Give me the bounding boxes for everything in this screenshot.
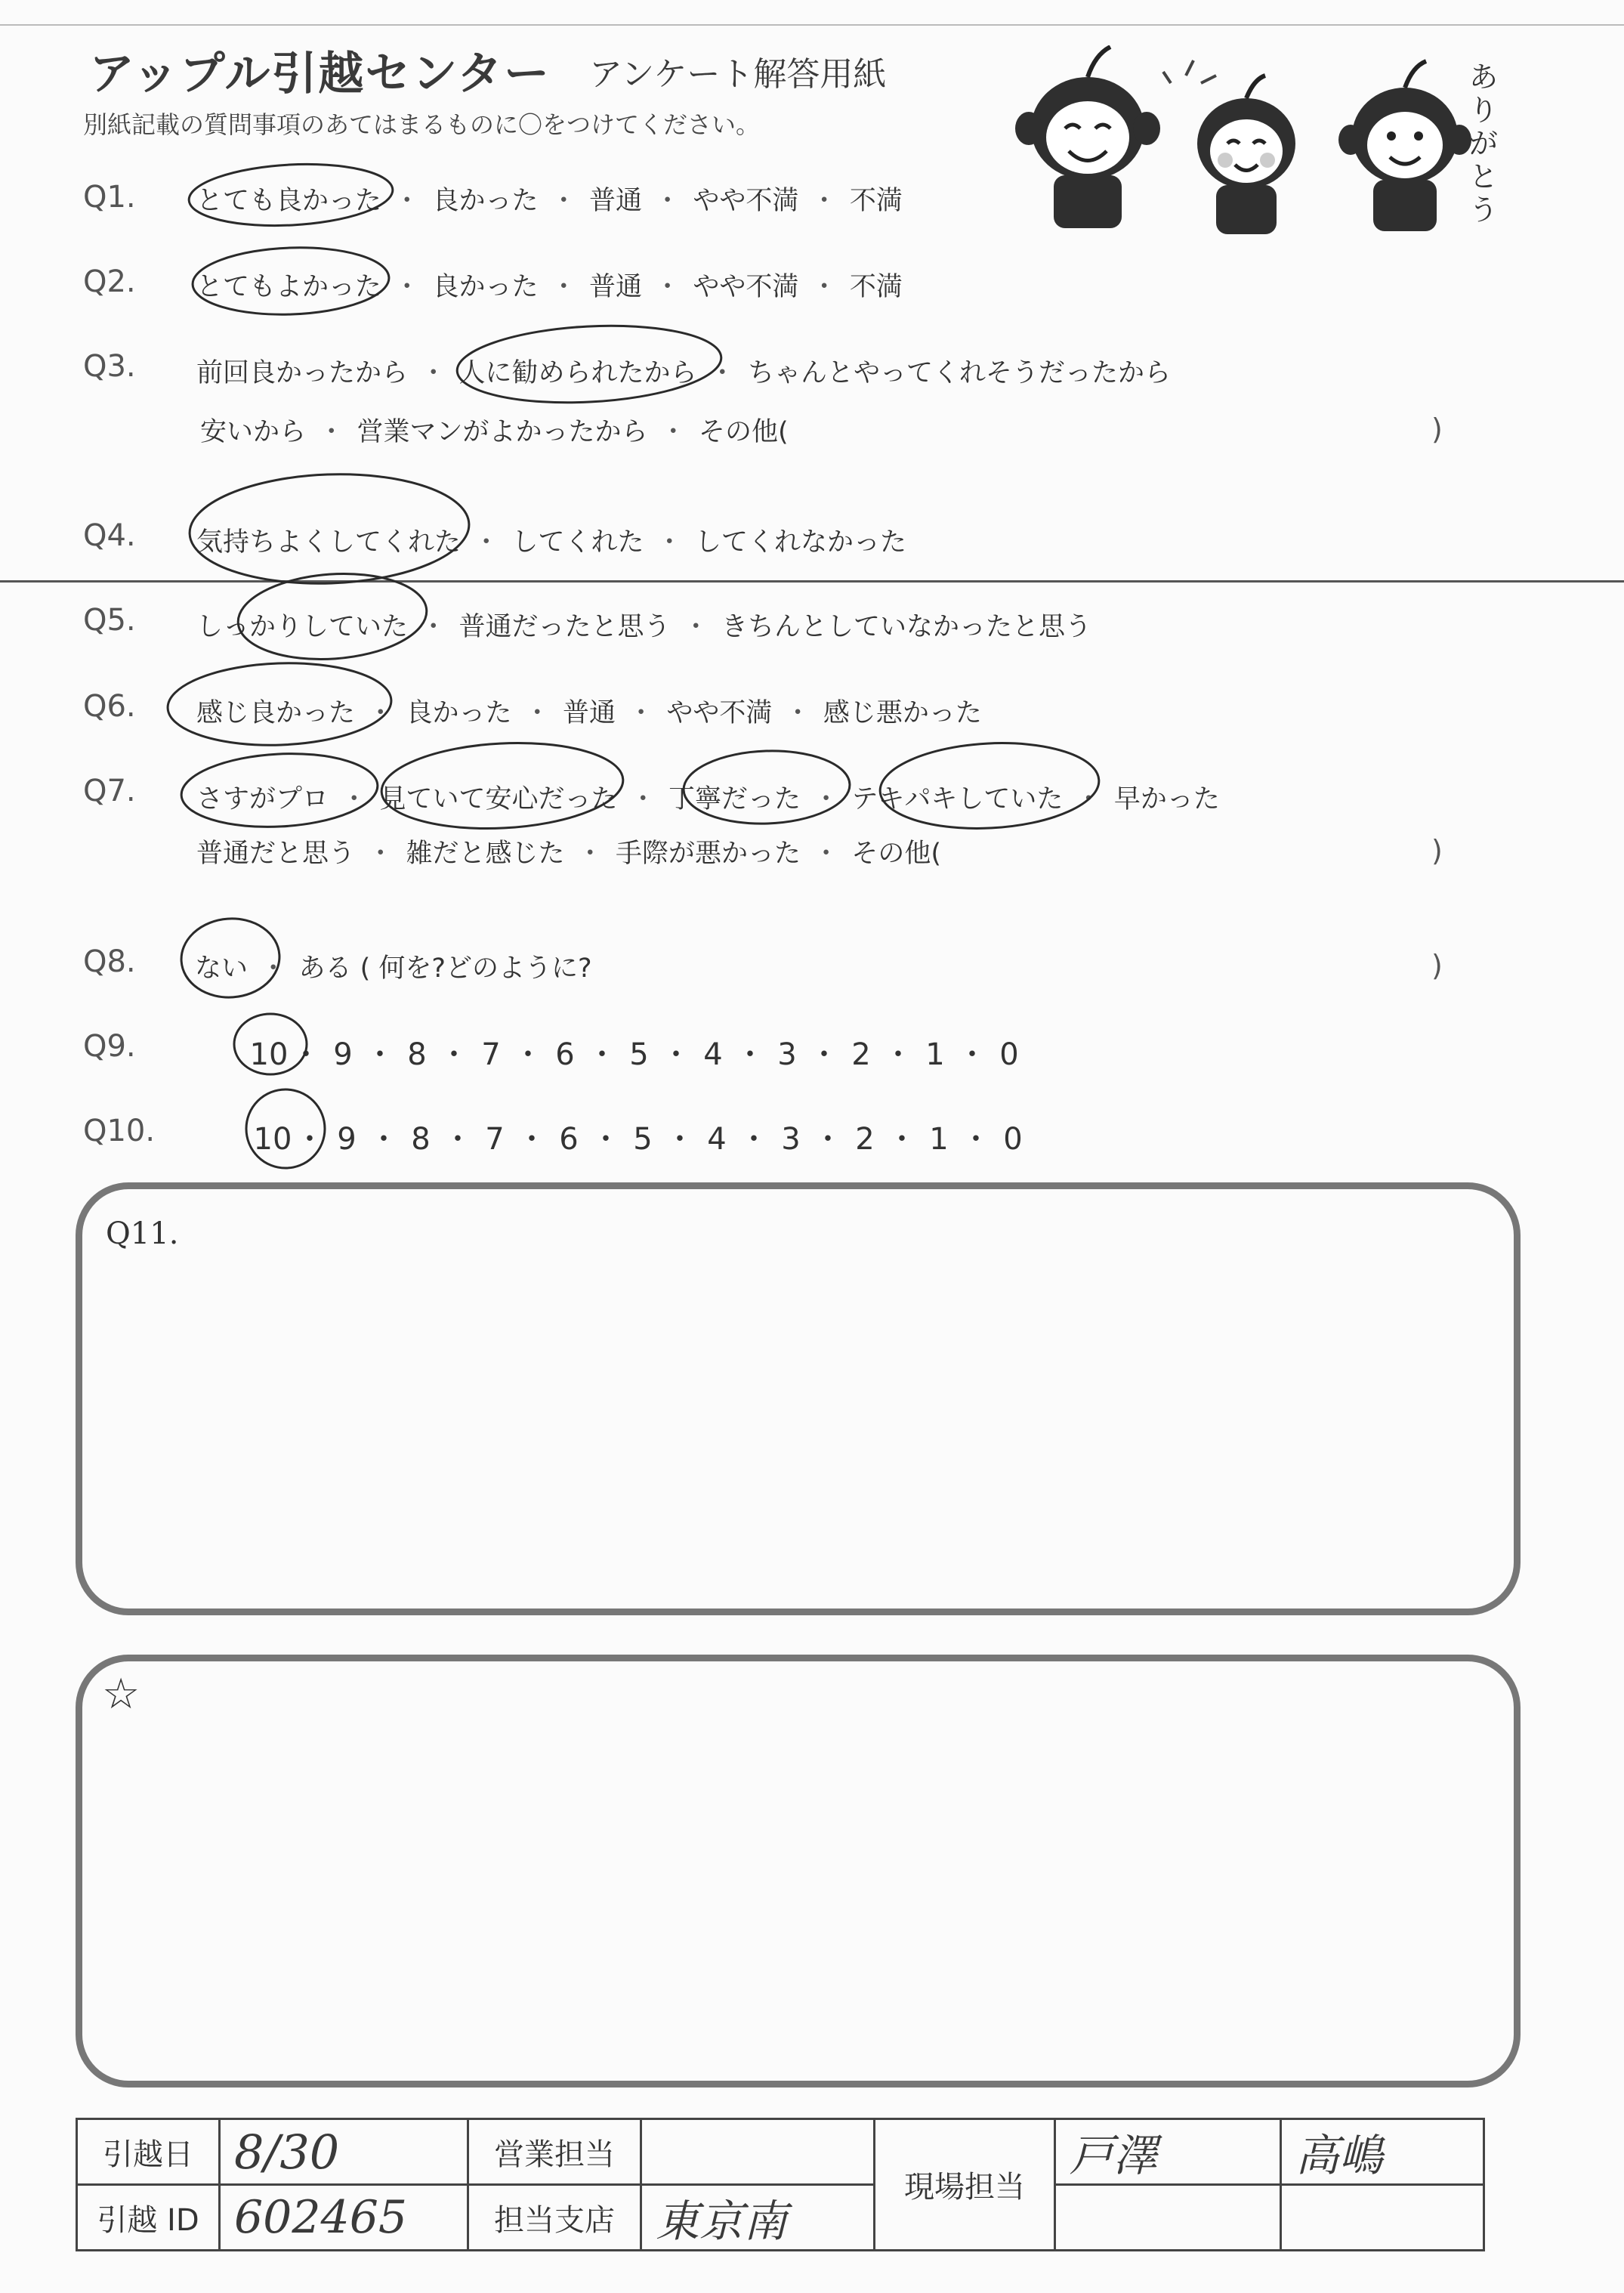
separator: ・	[369, 1122, 399, 1157]
separator: ・	[809, 1037, 839, 1072]
q1-selection-circle	[187, 159, 394, 230]
q10-score-7[interactable]: 7	[485, 1122, 505, 1157]
separator: ・	[674, 612, 718, 642]
q8-close-paren: )	[1431, 949, 1443, 982]
separator: ・	[443, 1122, 473, 1157]
site-staff-label: 現場担当	[875, 2119, 1055, 2251]
q9-selection-circle	[234, 1014, 307, 1074]
q7-label: Q7.	[83, 774, 136, 808]
q4-option-2[interactable]: してくれた	[511, 527, 644, 558]
separator: ・	[665, 1122, 695, 1157]
q7-option-1[interactable]: さすがプロ	[196, 784, 329, 814]
q7-option-3[interactable]: 丁寧だった	[668, 784, 801, 814]
q1-option-5[interactable]: 不満	[849, 186, 903, 216]
separator: ・	[804, 839, 848, 869]
separator: ・	[646, 272, 690, 302]
instruction-text: 別紙記載の質問事項のあてはまるものに〇をつけてください。	[83, 110, 761, 139]
separator: ・	[359, 698, 403, 728]
arigatou-text: ありがとう	[1469, 60, 1499, 227]
q2-option-4[interactable]: やや不満	[693, 272, 799, 302]
q7-selection-circle-3	[682, 748, 851, 827]
q1-option-3[interactable]: 普通	[588, 186, 642, 216]
q10-score-6[interactable]: 6	[559, 1122, 579, 1157]
separator: ・	[804, 784, 848, 814]
q7-selection-circle-2	[379, 737, 625, 835]
separator: ・	[513, 1037, 543, 1072]
separator: ・	[957, 1037, 987, 1072]
separator: ・	[739, 1122, 769, 1157]
q1-option-4[interactable]: やや不満	[693, 186, 799, 216]
q8-label: Q8.	[83, 944, 136, 979]
q9-label: Q9.	[83, 1029, 136, 1064]
separator: ・	[651, 417, 695, 447]
q9-score-5[interactable]: 5	[629, 1037, 649, 1072]
q5-label: Q5.	[83, 603, 136, 638]
q2-option-2[interactable]: 良かった	[432, 272, 539, 302]
separator: ・	[961, 1122, 991, 1157]
q3-option-other[interactable]: その他(	[698, 417, 789, 447]
star-icon: ☆	[102, 1670, 140, 1719]
separator: ・	[621, 784, 665, 814]
q10-selection-circle	[246, 1089, 325, 1168]
separator: ・	[439, 1037, 469, 1072]
separator: ・	[252, 953, 295, 984]
q8-option-yes[interactable]: ある ( 何を?どのように?	[298, 953, 592, 984]
q3-option-3[interactable]: ちゃんとやってくれそうだったから	[747, 358, 1171, 388]
move-date-label: 引越日	[77, 2119, 220, 2185]
q5-option-2[interactable]: 普通だったと思う	[458, 612, 671, 642]
separator: ・	[412, 612, 455, 642]
q8-selection-circle	[179, 916, 283, 1001]
separator: ・	[735, 1037, 765, 1072]
q10-score-9[interactable]: 9	[337, 1122, 357, 1157]
separator: ・	[776, 698, 820, 728]
separator: ・	[385, 186, 429, 216]
q3-option-5[interactable]: 営業マンがよかったから	[357, 417, 648, 447]
q10-score-0[interactable]: 0	[1003, 1122, 1023, 1157]
separator: ・	[517, 1122, 547, 1157]
q7-option-5[interactable]: 早かった	[1113, 784, 1220, 814]
q7-selection-circle-1	[180, 749, 380, 831]
q2-selection-circle	[192, 244, 391, 317]
q4-label: Q4.	[83, 518, 136, 553]
q7-selection-circle-4	[878, 737, 1101, 833]
separator: ・	[291, 1037, 321, 1072]
separator: ・	[587, 1037, 617, 1072]
q7-option-6[interactable]: 普通だと思う	[196, 839, 356, 869]
separator: ・	[310, 417, 354, 447]
separator: ・	[365, 1037, 395, 1072]
separator: ・	[465, 527, 508, 558]
branch-value[interactable]: 東京南	[641, 2185, 875, 2251]
q3-selection-circle	[455, 320, 724, 409]
q9-score-9[interactable]: 9	[333, 1037, 353, 1072]
separator: ・	[887, 1122, 917, 1157]
q3-close-paren: )	[1431, 413, 1443, 446]
separator: ・	[802, 272, 846, 302]
move-id-label: 引越 ID	[77, 2185, 220, 2251]
q10-score-8[interactable]: 8	[411, 1122, 431, 1157]
q10-score-5[interactable]: 5	[633, 1122, 653, 1157]
q10-label: Q10.	[83, 1114, 156, 1148]
move-id-value[interactable]: 602465	[220, 2185, 468, 2251]
separator: ・	[568, 839, 612, 869]
separator: ・	[647, 527, 691, 558]
q4-option-1[interactable]: 気持ちよくしてくれた	[196, 527, 462, 558]
separator: ・	[542, 272, 585, 302]
separator: ・	[1067, 784, 1110, 814]
q11-label: Q11.	[106, 1216, 179, 1251]
q10-score-2[interactable]: 2	[855, 1122, 875, 1157]
q5-option-3[interactable]: きちんとしていなかったと思う	[721, 612, 1091, 642]
q2-label: Q2.	[83, 264, 136, 299]
q7-close-paren: )	[1431, 834, 1443, 867]
separator: ・	[883, 1037, 913, 1072]
q10-score-3[interactable]: 3	[781, 1122, 801, 1157]
q9-score-1[interactable]: 1	[925, 1037, 945, 1072]
q2-option-3[interactable]: 普通	[588, 272, 642, 302]
q6-option-5[interactable]: 感じ悪かった	[823, 698, 982, 728]
q10-score-1[interactable]: 1	[929, 1122, 949, 1157]
q3-option-4[interactable]: 安いから	[200, 417, 307, 447]
q6-option-3[interactable]: 普通	[562, 698, 616, 728]
separator: ・	[515, 698, 559, 728]
q6-label: Q6.	[83, 689, 136, 724]
q9-score-7[interactable]: 7	[481, 1037, 501, 1072]
q4-option-3[interactable]: してくれなかった	[694, 527, 906, 558]
site-staff-2-value[interactable]: 高嶋	[1281, 2119, 1484, 2185]
q1-option-2[interactable]: 良かった	[432, 186, 539, 216]
q6-option-1[interactable]: 感じ良かった	[196, 698, 356, 728]
q1-label: Q1.	[83, 180, 136, 215]
q2-option-1[interactable]: とてもよかった	[196, 272, 382, 302]
q9-score-2[interactable]: 2	[851, 1037, 871, 1072]
q7-option-other[interactable]: その他(	[851, 839, 942, 869]
separator: ・	[661, 1037, 691, 1072]
q6-option-4[interactable]: やや不満	[666, 698, 773, 728]
separator: ・	[359, 839, 403, 869]
separator: ・	[813, 1122, 843, 1157]
q8-option-no[interactable]: ない	[195, 953, 249, 984]
separator: ・	[412, 358, 455, 388]
q3-option-1[interactable]: 前回良かったから	[196, 358, 409, 388]
q2-option-5[interactable]: 不満	[849, 272, 903, 302]
separator: ・	[295, 1122, 325, 1157]
move-date-value[interactable]: 8/30	[220, 2119, 468, 2185]
q7-option-2[interactable]: 見ていて安心だった	[379, 784, 618, 814]
q3-option-2[interactable]: 人に勧められたから	[458, 358, 697, 388]
q9-score-0[interactable]: 0	[999, 1037, 1019, 1072]
q9-score-10[interactable]: 10	[249, 1037, 289, 1072]
separator: ・	[646, 186, 690, 216]
separator: ・	[619, 698, 663, 728]
q6-selection-circle	[166, 660, 393, 749]
q9-score-6[interactable]: 6	[555, 1037, 575, 1072]
sales-staff-label: 営業担当	[468, 2119, 641, 2185]
q4-selection-circle	[188, 470, 471, 589]
q6-option-2[interactable]: 良かった	[406, 698, 512, 728]
q5-option-1[interactable]: しっかりしていた	[196, 612, 409, 642]
q7-option-7[interactable]: 雑だと感じた	[406, 839, 565, 869]
separator: ・	[802, 186, 846, 216]
separator: ・	[591, 1122, 621, 1157]
company-title: アップル引越センター	[89, 48, 551, 100]
q9-score-3[interactable]: 3	[777, 1037, 797, 1072]
q10-score-4[interactable]: 4	[707, 1122, 727, 1157]
separator: ・	[385, 272, 429, 302]
q3-label: Q3.	[83, 349, 136, 384]
branch-label: 担当支店	[468, 2185, 641, 2251]
form-subtitle: アンケート解答用紙	[589, 55, 887, 94]
q7-option-4[interactable]: テキパキしていた	[851, 784, 1064, 814]
q7-option-8[interactable]: 手際が悪かった	[615, 839, 801, 869]
q10-score-10[interactable]: 10	[253, 1122, 292, 1157]
separator: ・	[700, 358, 744, 388]
separator: ・	[332, 784, 376, 814]
q9-score-8[interactable]: 8	[407, 1037, 427, 1072]
q1-option-1[interactable]: とても良かった	[196, 186, 382, 216]
separator: ・	[542, 186, 585, 216]
q9-score-4[interactable]: 4	[703, 1037, 723, 1072]
site-staff-1-value[interactable]: 戸澤	[1055, 2119, 1281, 2185]
